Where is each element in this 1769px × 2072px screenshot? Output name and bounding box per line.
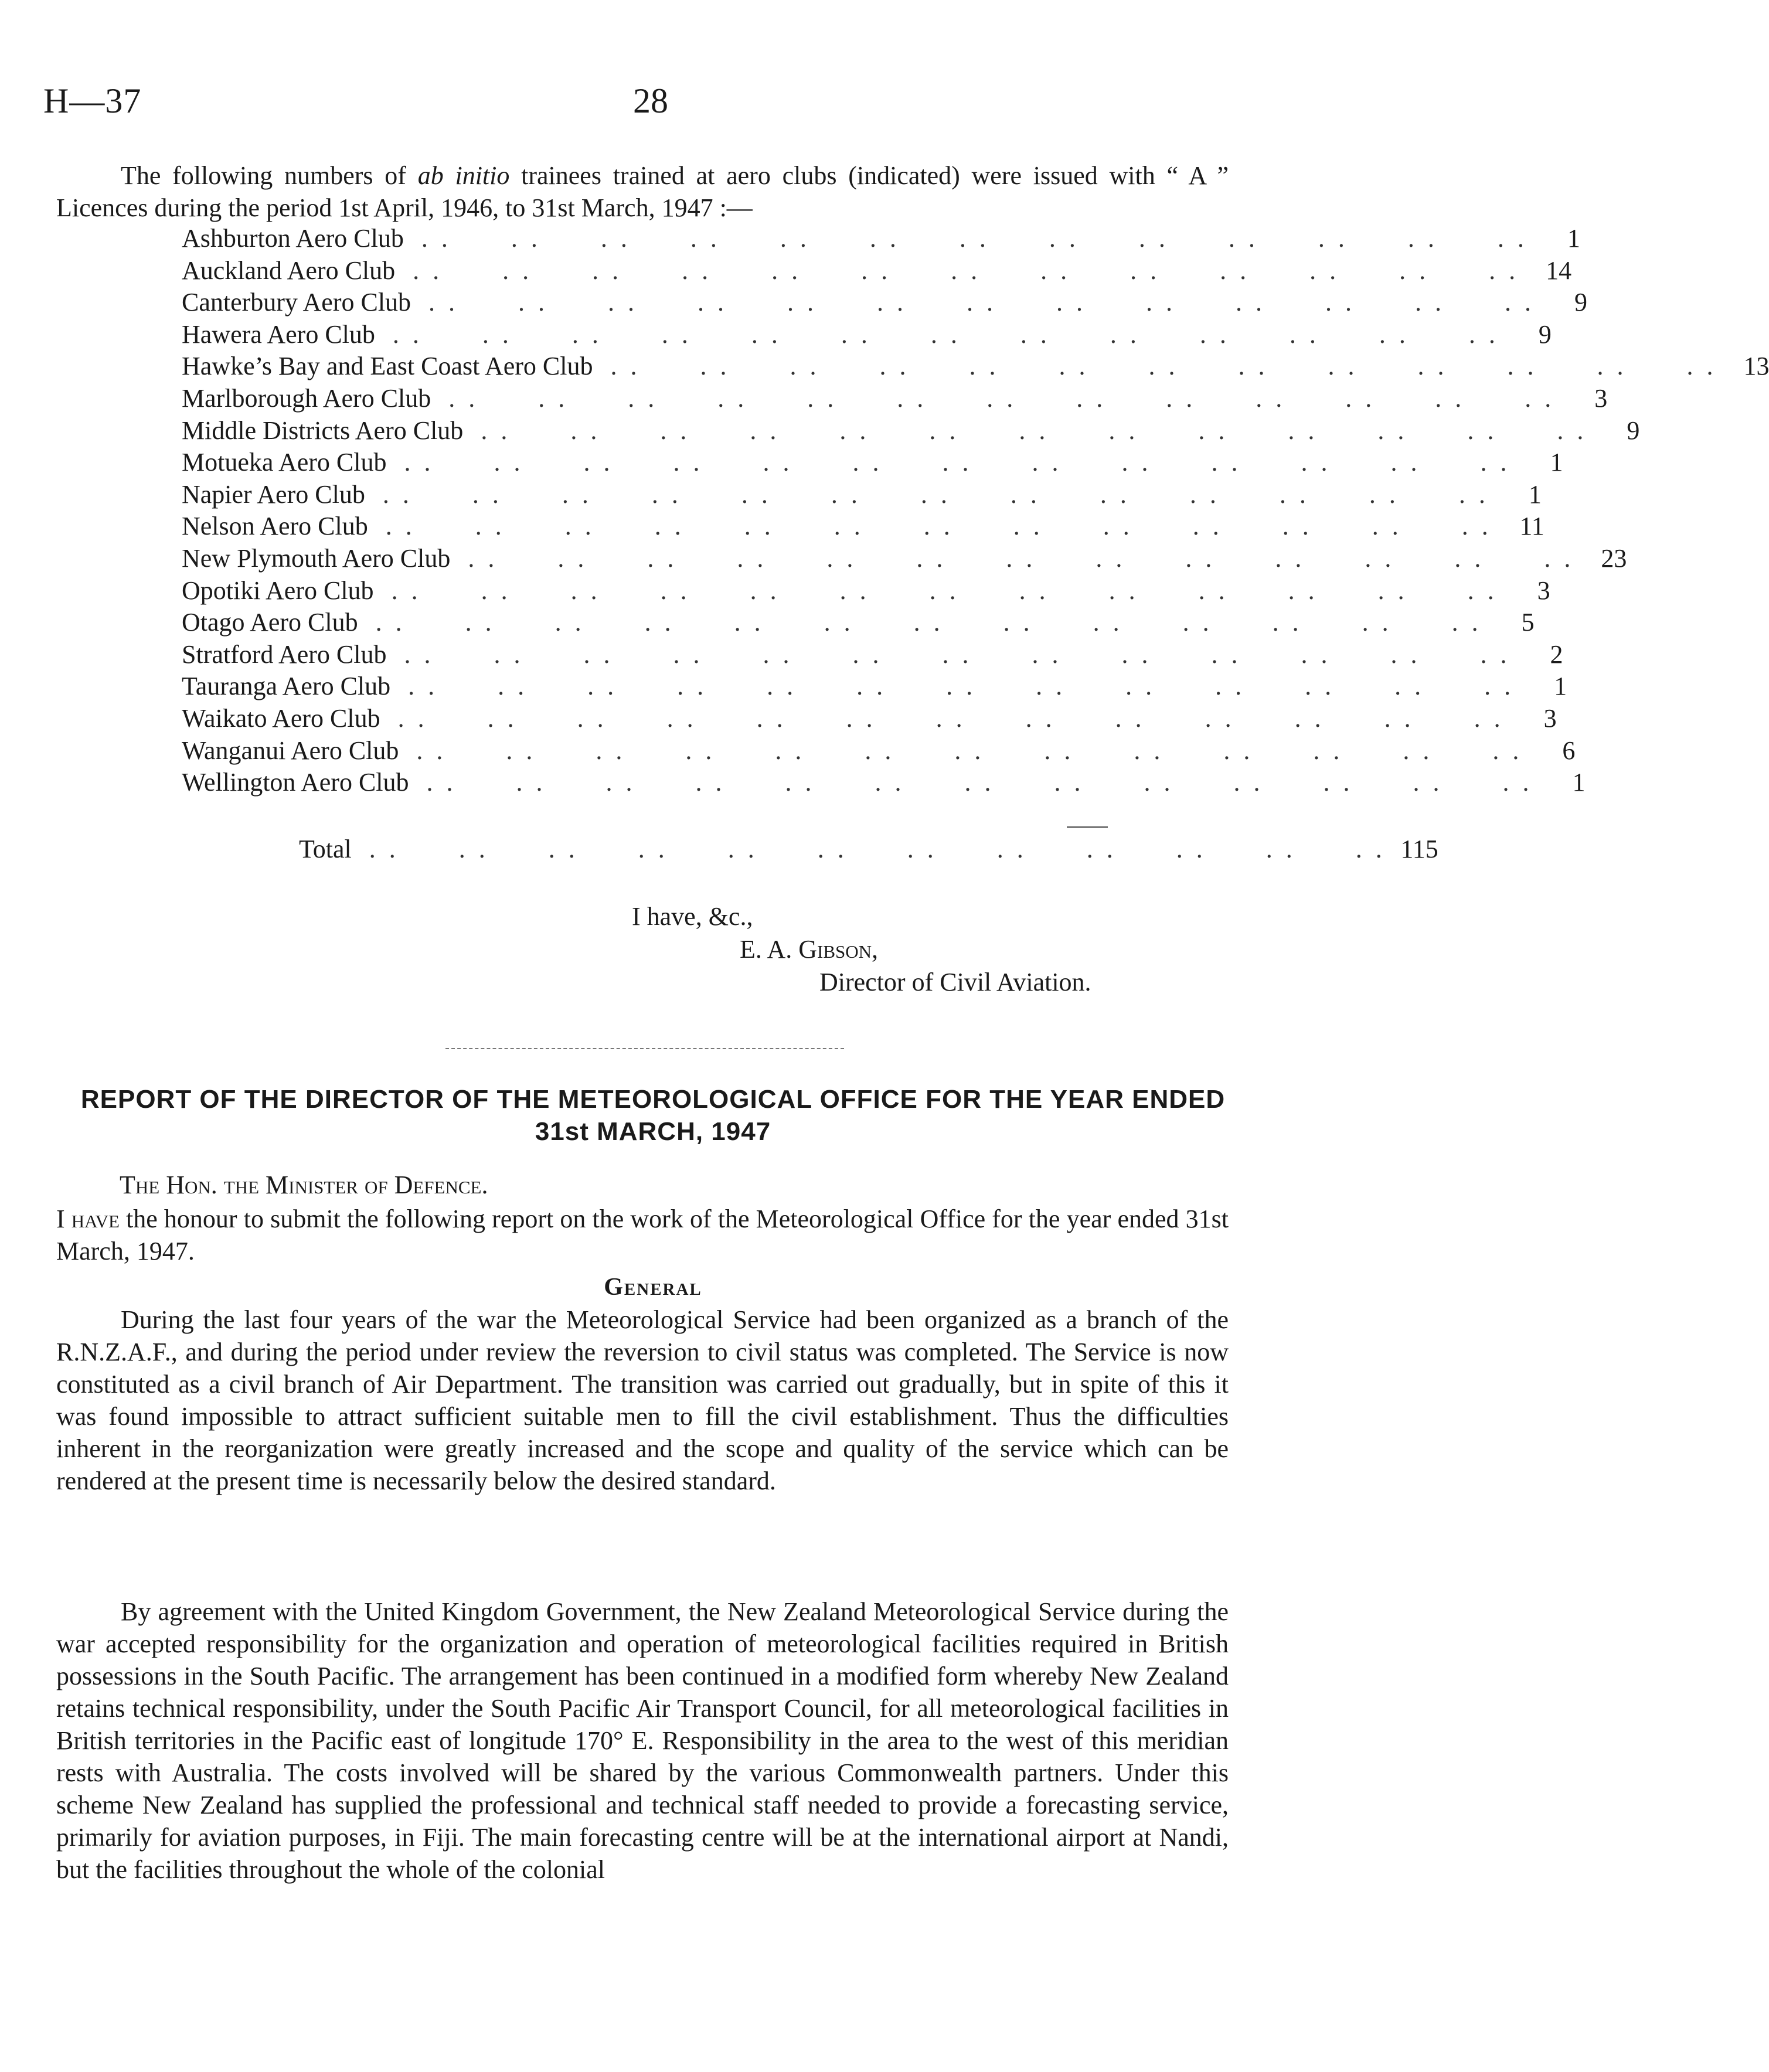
signoff-name: E. A. Gibson, (740, 935, 879, 964)
licence-count: 3 (1537, 576, 1550, 605)
club-name: New Plymouth Aero Club (182, 543, 451, 573)
licence-count: 2 (1550, 639, 1563, 669)
leader-dots: . . . . . . . . . . . . . . . . . . . . . . . . . . (428, 288, 1535, 317)
club-name: Otago Aero Club (182, 608, 358, 637)
club-name: Hawke’s Bay and East Coast Aero Club (182, 352, 593, 381)
leader-dots: . . . . . . . . . . . . . . . . . . . . . . . . . . (481, 416, 1587, 445)
table-row (182, 287, 1588, 319)
club-name: Waikato Aero Club (182, 703, 380, 733)
club-name: Stratford Aero Club (182, 639, 387, 669)
licence-count: 11 (1519, 512, 1545, 541)
licence-count: 3 (1594, 383, 1608, 413)
leader-dots: . . . . . . . . . . . . . . . . . . . . . . . . . . (391, 576, 1498, 605)
total-count: 115 (1400, 835, 1438, 863)
total-label: Total (299, 835, 352, 863)
intro-text-after: trainees trained at aero clubs (indicated) were issued with “ A ” Licences during the period 1st April, 1946, to 31st March, 1947 :— (56, 161, 1229, 222)
leader-dots: . . . . . . . . . . . . . . . . . . . . . . . . . . (375, 608, 1482, 637)
addressee (120, 1170, 488, 1200)
licence-count: 9 (1627, 416, 1640, 445)
leader-dots: . . . . . . . . . . . . . . . . . . . . . . . . . . (404, 639, 1511, 669)
table-row (182, 767, 1586, 799)
table-row (182, 607, 1535, 639)
table-row (182, 319, 1552, 351)
licence-count: 9 (1538, 319, 1552, 349)
leader-dots: . . . . . . . . . . . . . . . . . . . . . . . . (369, 835, 1386, 863)
section-heading-general: General (604, 1274, 702, 1301)
table-row (182, 543, 1627, 575)
licence-count: 13 (1743, 352, 1769, 381)
licence-count: 3 (1543, 703, 1557, 733)
licence-count: 5 (1521, 608, 1535, 637)
leader-dots: . . . . . . . . . . . . . . . . . . . . . . . . . . (404, 448, 1511, 477)
intro-italic-term: ab initio (417, 161, 510, 190)
club-name: Auckland Aero Club (182, 256, 396, 285)
general-paragraph-1: During the last four years of the war the Meteorological Service had been organized as a branch of the R.N.Z.A.F., and during the period under review the reversion to civil status was completed. The Service is now constituted as a civil branch of Air Department. The transition was carried out gradually, but in spite of this it was found impossible to attract sufficient suitable men to fill the civil establishment. Thus the difficulties inherent in the reorganization were greatly increased and the scope and quality of the service which can be rendered at the present time is necessarily below the desired standard. (56, 1305, 1229, 1495)
table-row (182, 447, 1563, 479)
leader-dots: . . . . . . . . . . . . . . . . . . . . . . . . . . (392, 319, 1499, 349)
table-row (182, 383, 1608, 415)
greeting-lead: I have (56, 1205, 120, 1233)
licence-count: 6 (1562, 736, 1576, 765)
club-name: Marlborough Aero Club (182, 383, 431, 413)
table-row (182, 735, 1576, 767)
leader-dots: . . . . . . . . . . . . . . . . . . . . . . . . . . (397, 703, 1504, 733)
club-name: Tauranga Aero Club (182, 672, 391, 701)
licence-table (182, 223, 1769, 799)
club-name: Wanganui Aero Club (182, 736, 399, 765)
leader-dots: . . . . . . . . . . . . . . . . . . . . . . . . . . (610, 352, 1717, 381)
licence-count: 1 (1572, 768, 1586, 797)
club-name: Ashburton Aero Club (182, 224, 404, 253)
club-name: Middle Districts Aero Club (182, 416, 464, 445)
leader-dots: . . . . . . . . . . . . . . . . . . . . . . . . . . (385, 512, 1492, 541)
leader-dots: . . . . . . . . . . . . . . . . . . . . . . . . . . (416, 736, 1523, 765)
table-row (182, 671, 1567, 703)
table-row (182, 351, 1769, 383)
table-row (182, 511, 1545, 543)
licence-count: 1 (1550, 448, 1563, 477)
document-code: H—37 (43, 81, 142, 120)
table-row (182, 223, 1580, 255)
licence-count: 1 (1528, 479, 1542, 509)
leader-dots: . . . . . . . . . . . . . . . . . . . . . . . . . . (426, 768, 1533, 797)
leader-dots: . . . . . . . . . . . . . . . . . . . . . . . . . . (468, 543, 1574, 573)
intro-text-before: The following numbers of (121, 161, 418, 190)
leader-dots: . . . . . . . . . . . . . . . . . . . . . . . . . . (408, 672, 1515, 701)
greeting-paragraph (56, 1203, 1229, 1267)
club-name: Hawera Aero Club (182, 319, 375, 349)
licence-count: 23 (1601, 543, 1627, 573)
leader-dots: . . . . . . . . . . . . . . . . . . . . . . . . . . (382, 479, 1489, 509)
table-row (182, 415, 1640, 447)
club-name: Opotiki Aero Club (182, 576, 374, 605)
leader-dots: . . . . . . . . . . . . . . . . . . . . . . . . . . (448, 383, 1555, 413)
table-row (182, 479, 1542, 511)
section-separator (445, 1048, 844, 1049)
leader-dots: . . . . . . . . . . . . . . . . . . . . . . . . . . (421, 224, 1528, 253)
licence-count: 1 (1567, 224, 1580, 253)
intro-paragraph (56, 159, 1229, 224)
total-rule (1067, 826, 1108, 828)
licence-count: 1 (1554, 672, 1567, 701)
club-name: Canterbury Aero Club (182, 288, 411, 317)
report-title: REPORT OF THE DIRECTOR OF THE METEOROLOGICAL OFFICE FOR THE YEAR ENDED 31st MARCH, 1947 (80, 1085, 1226, 1146)
signoff-title: Director of Civil Aviation. (819, 968, 1091, 996)
general-paragraph-2: By agreement with the United Kingdom Government, the New Zealand Meteorological Service during the war accepted responsibility for the organization and operation of meteorological facilities required in British possessions in the South Pacific. The arrangement has been continued in a modified form whereby New Zealand retains technical responsibility, under the South Pacific Air Transport Council, for all meteorological facilities in British territories in the Pacific east of longitude 170° E. Responsibility in the area to the west of this meridian rests with Australia. The costs involved will be shared by the various Commonwealth partners. Under this scheme New Zealand has supplied the professional and technical staff needed to provide a forecasting service, primarily for aviation purposes, in Fiji. The main forecasting centre will be at the international airport at Nandi, but the facilities throughout the whole of the colonial (56, 1597, 1229, 1884)
club-name: Nelson Aero Club (182, 512, 368, 541)
club-name: Napier Aero Club (182, 479, 365, 509)
table-row (182, 255, 1572, 287)
greeting-rest: the honour to submit the following report on the work of the Meteorological Office for the year ended 31st March, 1947. (56, 1205, 1229, 1265)
licence-count: 9 (1574, 288, 1588, 317)
club-name: Wellington Aero Club (182, 768, 409, 797)
page-number: 28 (633, 81, 668, 120)
table-row (182, 575, 1550, 607)
leader-dots: . . . . . . . . . . . . . . . . . . . . . . . . . . (413, 256, 1519, 285)
club-name: Motueka Aero Club (182, 448, 387, 477)
signoff-closing: I have, &c., (632, 902, 753, 931)
table-row (182, 639, 1563, 671)
licence-count: 14 (1546, 256, 1572, 285)
table-row (182, 703, 1557, 735)
total-row (182, 833, 1438, 865)
addressee-text: The Hon. the Minister of Defence. (120, 1171, 488, 1199)
